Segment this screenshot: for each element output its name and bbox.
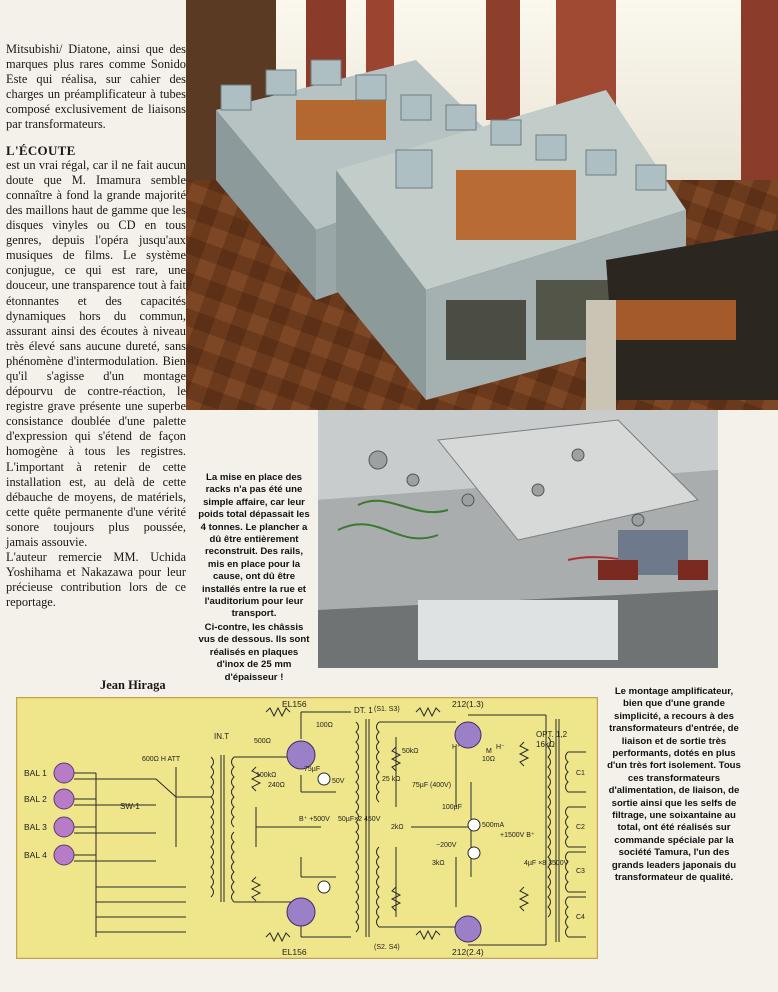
label-hplus: H⁺ <box>452 744 461 751</box>
meter-mid-bottom <box>468 847 480 859</box>
tube-212-bottom <box>455 916 481 942</box>
label-c2: C2 <box>576 824 585 831</box>
label-r500a: 500Ω <box>254 738 271 745</box>
article-paragraph-3: L'auteur remercie MM. Uchida Yoshihama et Nakazawa pour leur précieuse contribution lors de ce reportage. <box>6 550 186 610</box>
label-c4x8: 4µF ×8 3500V <box>524 860 569 867</box>
label-neg200: −200V <box>436 842 457 849</box>
label-ma500: 500mA <box>482 822 505 829</box>
label-tube-bottom: EL156 <box>282 947 307 957</box>
label-r240: 240Ω <box>268 782 285 789</box>
caption-racks: La mise en place des racks n'a pas été une simple affaire, car leur poids total dépassait les 4 tonnes. Le plancher a dû être entièrement reconstruit. Des rails, mis en place pour la cause, ont dû être installés entre la rue et l'auditorium pour leur transport. <box>198 472 310 620</box>
input-jack-4 <box>54 845 74 865</box>
label-r10: 10Ω <box>482 756 496 763</box>
label-v50: 50V <box>332 778 345 785</box>
label-sw1: SW-1 <box>120 802 140 811</box>
label-b1500: +1500V B⁺ <box>500 832 535 839</box>
label-b500: B⁺ +500V <box>299 816 330 823</box>
amplifier-schematic <box>16 697 598 959</box>
label-opt: OPT. 1,2 <box>536 730 568 739</box>
label-r25k: 25 kΩ <box>382 776 401 783</box>
label-c1: C1 <box>576 770 585 777</box>
label-c100: 100µF <box>442 804 462 811</box>
label-212-top: 212(1.3) <box>452 699 484 709</box>
meter-bottom <box>318 881 330 893</box>
rack-photo-illustration <box>186 0 778 410</box>
section-heading: L'ÉCOUTE <box>6 142 76 158</box>
label-tube-top: EL156 <box>282 699 307 709</box>
tube-el156-bottom <box>287 898 315 926</box>
label-att: 600Ω H ATT <box>142 756 181 763</box>
meter-top <box>318 773 330 785</box>
author-signature: Jean Hiraga <box>100 678 166 692</box>
label-c3: C3 <box>576 868 585 875</box>
label-bal3: BAL 3 <box>24 822 47 832</box>
label-hminus: H⁻ <box>496 744 505 751</box>
article-paragraph-2: est un vrai régal, car il ne fait aucun doute que M. Imamura semble connaître à fond la grande majorité des maillons haut de gamme que les disques vinyles ou CD en tous genres, depuis l'opéra jusqu'aux musiques de films. Le système conjugue, ce qui est rare, une douceur, une transparence tout à fait étonnantes et des capacités dynamiques hors du commun, assurant ainsi des écoutes à niveau très élevé sans aucune dureté, sans phénomène d'intermodulation. Bien qu'il s'agisse d'un montage dépourvu de contre-réaction, le registre grave présente une superbe consistance doublée d'une palette d'expression qui s'étend de façon homogène à tous les registres. L'important à retenir de cette installation est, au delà de cette débauche de moyens, de matériels, cette quête permanente d'une vérité sonore toujours plus poussée, jamais assouvie. <box>6 157 186 549</box>
label-212-bottom: 212(2.4) <box>452 947 484 957</box>
article-paragraph-1: Mitsubishi/ Diatone, ainsi que des marques plus rares comme Sonido Este qui réalisa, sur cahier des charges un préamplificateur à tubes composé exclusivement de liaisons par transformateurs. <box>6 42 186 132</box>
label-int: IN.T <box>214 732 230 741</box>
schematic-diagram <box>16 697 598 959</box>
label-r100k: 100kΩ <box>256 772 277 779</box>
label-dt: DT. 1 <box>354 706 373 715</box>
label-r100a: 100Ω <box>316 722 333 729</box>
label-c75-400: 75µF (400V) <box>412 782 452 789</box>
rack-photo <box>186 0 778 410</box>
label-c75: 75µF <box>304 766 321 773</box>
tube-el156-top <box>287 741 315 769</box>
input-jack-3 <box>54 817 74 837</box>
label-m: M <box>486 748 492 755</box>
chassis-photo <box>318 410 718 668</box>
label-r50k: 50kΩ <box>402 748 419 755</box>
caption-chassis: Ci-contre, les châssis vus de dessous. Ils sont réalisés en plaques d'inox de 25 mm d'épaisseur ! <box>198 622 310 683</box>
meter-mid-top <box>468 819 480 831</box>
label-bal2: BAL 2 <box>24 794 47 804</box>
input-jack-1 <box>54 763 74 783</box>
label-s13: (S1. S3) <box>374 706 400 713</box>
label-r2k: 2kΩ <box>391 824 404 831</box>
label-opt-imp: 16kΩ <box>536 740 555 749</box>
article-column <box>6 42 186 610</box>
label-bal1: BAL 1 <box>24 768 47 778</box>
label-r3k: 3kΩ <box>432 860 445 867</box>
label-bal4: BAL 4 <box>24 850 47 860</box>
chassis-photo-illustration <box>318 410 718 668</box>
label-s24: (S2. S4) <box>374 944 400 951</box>
caption-amplifier: Le montage amplificateur, bien que d'une grande simplicité, a recours à des transformateurs d'entrée, de liaison et de sortie très performants, dotés en plus d'un très fort isolement. Tous ces transformateurs d'alimentation, de liaison, de sortie ainsi que les selfs de filtrage, une soixantaine au total, ont été réalisés sur commande spéciale par la société Tamura, l'un des grands leaders japonais du transformateur de qualité. <box>607 686 741 884</box>
input-jack-2 <box>54 789 74 809</box>
label-c50x2: 50µF×2 450V <box>338 816 381 823</box>
label-c4: C4 <box>576 914 585 921</box>
